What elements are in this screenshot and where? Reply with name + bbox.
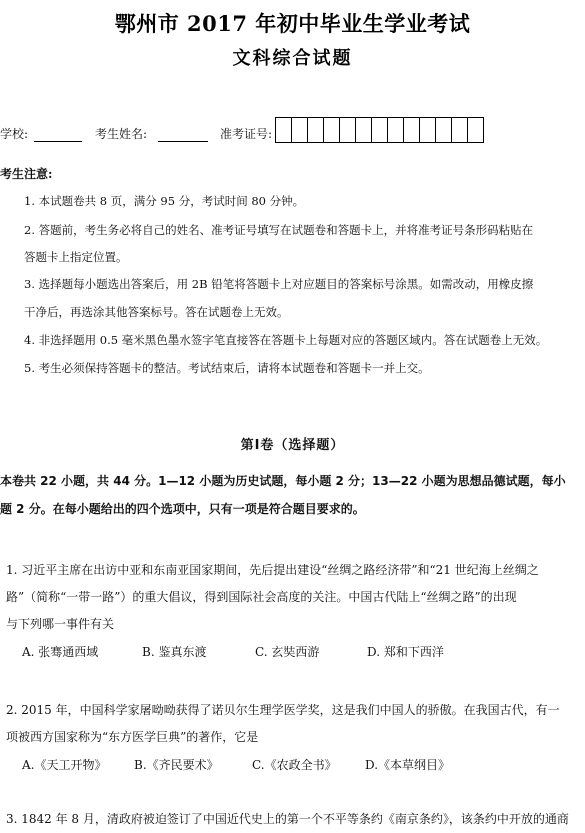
exam-id-box[interactable] (323, 117, 340, 143)
option-d[interactable]: D. 郑和下西洋 (367, 645, 444, 659)
option-b[interactable]: B. 鉴真东渡 (142, 645, 207, 659)
exam-id-boxes[interactable] (276, 117, 484, 143)
exam-id-box[interactable] (419, 117, 436, 143)
exam-id-box[interactable] (467, 117, 484, 143)
question-1-line: 路”（简称“一带一路”）的重大倡议，得到国际社会高度的关注。中国古代陆上“丝绸之路”的出现 (6, 590, 517, 604)
option-b[interactable]: B.《齐民要术》 (134, 758, 219, 772)
question-1-line: 与下列哪一事件有关 (6, 617, 115, 631)
exam-id-box[interactable] (387, 117, 404, 143)
notice-item: 1. 本试题卷共 8 页，满分 95 分，考试时间 80 分钟。 (24, 194, 305, 208)
option-a[interactable]: A.《天工开物》 (22, 758, 107, 772)
option-a[interactable]: A. 张骞通西域 (22, 645, 99, 659)
notice-item: 3. 选择题每小题选出答案后，用 2B 铅笔将答题卡上对应题目的答案标号涂黑。如需改动，用橡皮擦 (24, 277, 534, 291)
notice-title: 考生注意: (0, 167, 53, 181)
section-description: 题 2 分。在每小题给出的四个选项中，只有一项是符合题目要求的。 (0, 502, 365, 516)
exam-id-box[interactable] (307, 117, 324, 143)
exam-subtitle: 文科综合试题 (232, 48, 353, 69)
exam-title: 鄂州市 2017 年初中毕业生学业考试 (114, 11, 471, 36)
school-label: 学校: (0, 127, 29, 141)
question-3-line: 3. 1842 年 8 月，清政府被迫签订了中国近代史上的第一个不平等条约《南京条约》，该条约中开放的通商 (6, 812, 569, 826)
exam-id-box[interactable] (371, 117, 388, 143)
name-blank[interactable] (158, 141, 208, 142)
option-d[interactable]: D.《本草纲目》 (365, 758, 451, 772)
notice-item: 4. 非选择题用 0.5 毫米黑色墨水签字笔直接答在答题卡上每题对应的答题区域内。答在试题卷上无效。 (24, 333, 548, 347)
question-2-line: 2. 2015 年，中国科学家屠呦呦获得了诺贝尔生理学医学奖，这是我们中国人的骄傲。在我国古代，有一 (6, 703, 560, 717)
exam-id-box[interactable] (355, 117, 372, 143)
exam-id-box[interactable] (339, 117, 356, 143)
notice-item: 2. 答题前，考生务必将自己的姓名、准考证号填写在试题卷和答题卡上，并将准考证号条形码粘贴在 (24, 223, 534, 237)
option-c[interactable]: C. 玄奘西游 (255, 645, 320, 659)
option-c[interactable]: C.《农政全书》 (252, 758, 337, 772)
exam-id-box[interactable] (275, 117, 292, 143)
notice-item-continued: 干净后，再选涂其他答案标号。答在试题卷上无效。 (24, 305, 289, 319)
question-1-line: 1. 习近平主席在出访中亚和东南亚国家期间，先后提出建设“丝绸之路经济带”和“21 世纪海上丝绸之 (6, 563, 539, 577)
notice-item: 5. 考生必须保持答题卡的整洁。考试结束后，请将本试题卷和答题卡一并上交。 (24, 361, 430, 375)
school-blank[interactable] (34, 141, 82, 142)
exam-id-label: 准考证号: (220, 127, 273, 141)
section-description: 本卷共 22 小题，共 44 分。1—12 小题为历史试题，每小题 2 分；13—22 小题为思想品德试题，每小 (0, 474, 566, 488)
section-title: 第Ⅰ卷（选择题） (240, 438, 345, 453)
name-label: 考生姓名: (95, 127, 148, 141)
question-2-line: 项被西方国家称为“东方医学巨典”的著作，它是 (6, 730, 259, 744)
notice-item-continued: 答题卡上指定位置。 (24, 250, 128, 264)
exam-id-box[interactable] (451, 117, 468, 143)
exam-id-box[interactable] (435, 117, 452, 143)
exam-id-box[interactable] (291, 117, 308, 143)
exam-id-box[interactable] (403, 117, 420, 143)
